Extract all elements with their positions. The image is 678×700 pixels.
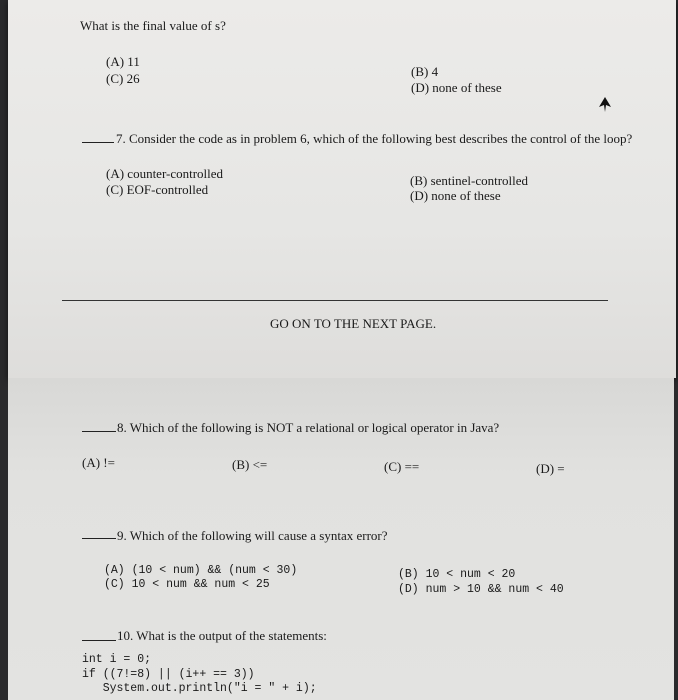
q9-option-a: (A) (10 < num) && (num < 30) xyxy=(104,564,298,577)
q10-code-line: int i = 0; xyxy=(82,653,152,666)
q8-prompt: 8. Which of the following is NOT a relational or logical operator in Java? xyxy=(117,420,500,435)
worksheet-page-top xyxy=(8,0,676,378)
q7-option-c: (C) EOF-controlled xyxy=(106,182,209,197)
q10-answer-blank[interactable] xyxy=(82,640,116,641)
q6-option-b: (B) 4 xyxy=(411,64,439,79)
q8-answer-blank[interactable] xyxy=(82,431,116,432)
q9-answer-blank[interactable] xyxy=(82,538,116,539)
q10-code-line: if ((7!=8) || (i++ == 3)) xyxy=(82,668,255,681)
q9-option-b: (B) 10 < num < 20 xyxy=(398,568,516,581)
page-divider-rule xyxy=(62,300,608,301)
worksheet-page-bottom xyxy=(8,378,674,700)
next-page-notice: GO ON TO THE NEXT PAGE. xyxy=(270,316,437,331)
q6-prompt: What is the final value of s? xyxy=(80,18,226,33)
q6-option-a: (A) 11 xyxy=(106,54,140,69)
q6-option-c: (C) 26 xyxy=(106,71,140,86)
q7-option-b: (B) sentinel-controlled xyxy=(410,173,529,188)
q7-answer-blank[interactable] xyxy=(82,142,114,143)
q7-prompt: 7. Consider the code as in problem 6, which of the following best describes the control of the loop? xyxy=(116,131,633,146)
q8-option-b: (B) <= xyxy=(232,457,268,472)
q8-option-d: (D) = xyxy=(536,461,565,476)
mouse-cursor-icon xyxy=(598,97,612,113)
q8-option-c: (C) == xyxy=(384,459,420,474)
q7-option-a: (A) counter-controlled xyxy=(106,166,224,181)
q10-code-line: System.out.println("i = " + i); xyxy=(82,682,317,695)
q8-option-a: (A) != xyxy=(82,455,115,470)
q10-prompt: 10. What is the output of the statements: xyxy=(117,628,327,643)
q6-option-d: (D) none of these xyxy=(411,80,502,95)
q9-prompt: 9. Which of the following will cause a syntax error? xyxy=(117,528,388,543)
q7-option-d: (D) none of these xyxy=(410,188,501,203)
q9-option-d: (D) num > 10 && num < 40 xyxy=(398,583,564,596)
q9-option-c: (C) 10 < num && num < 25 xyxy=(104,578,270,591)
